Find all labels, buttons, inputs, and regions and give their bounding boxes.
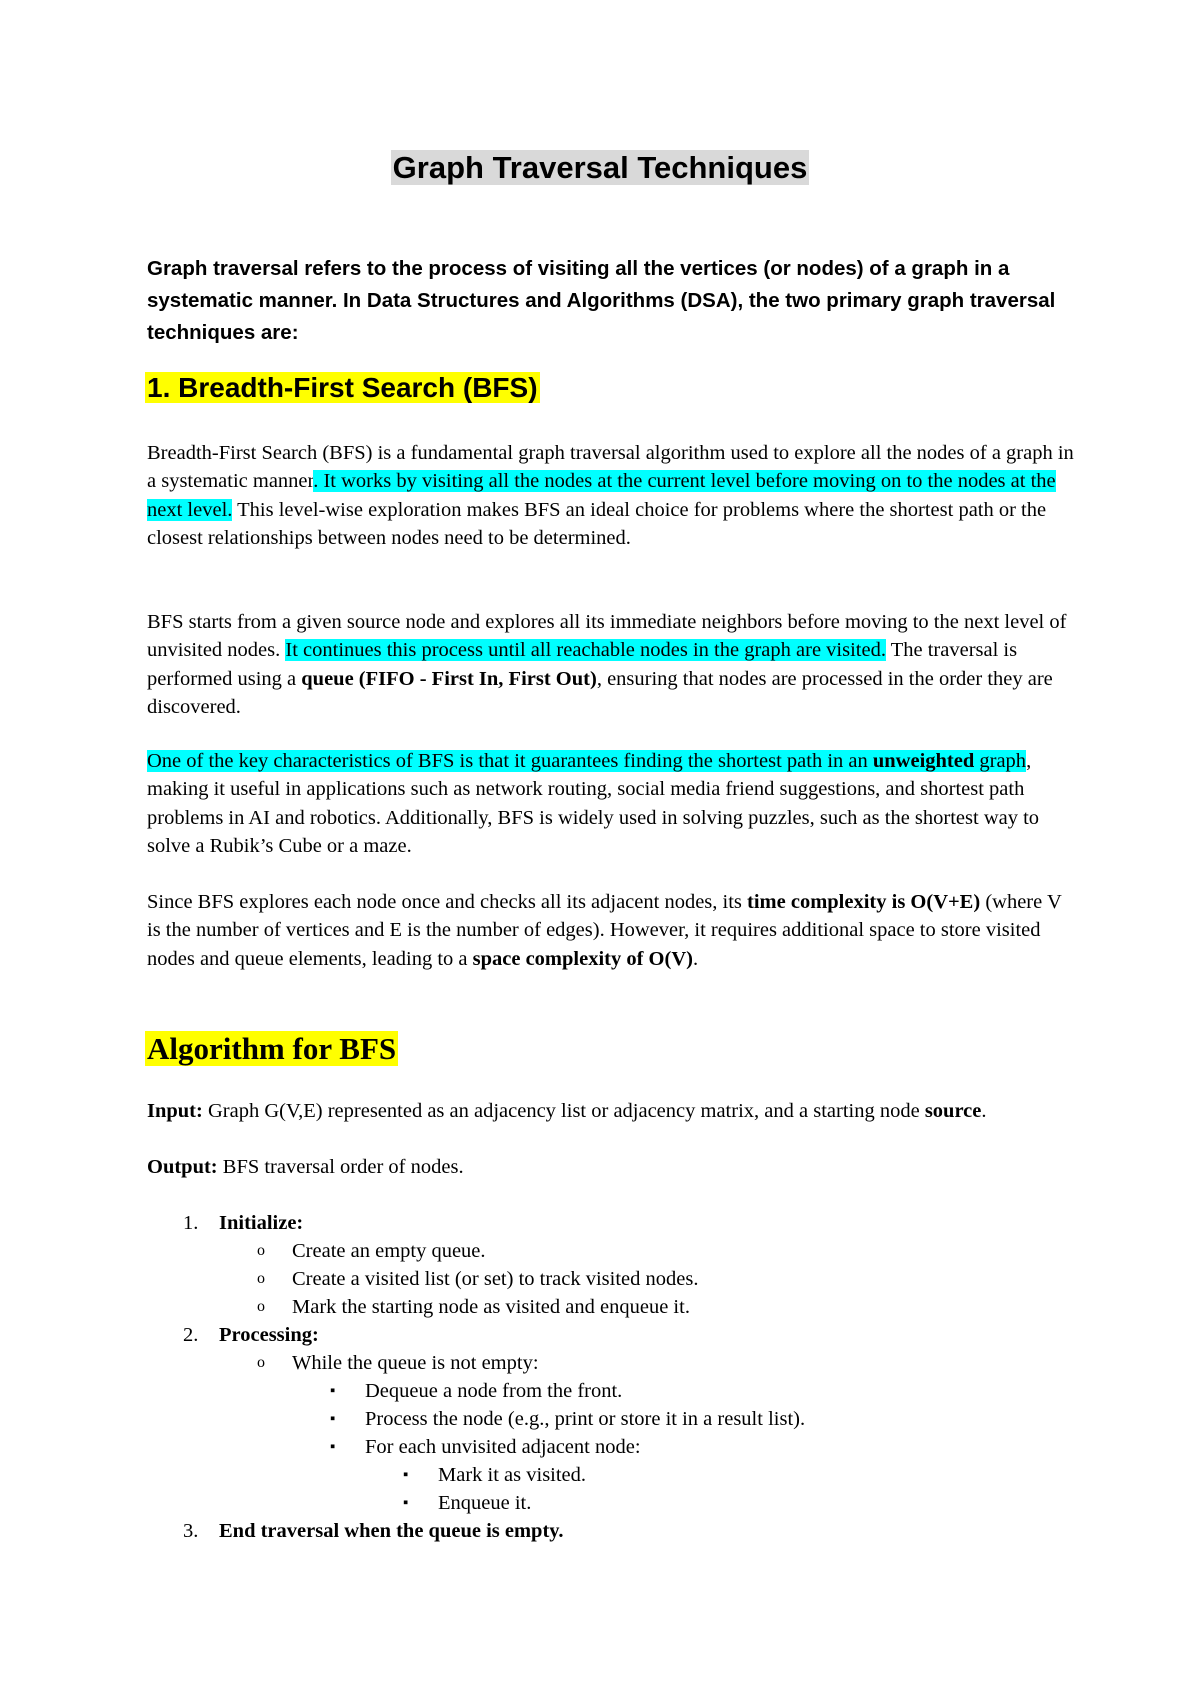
section-heading-algorithm: Algorithm for BFS [147,1031,397,1066]
step-number: 1. [183,1212,199,1234]
bfs-paragraph-4: Since BFS explores each node once and checks all its adjacent nodes, its time complexity is O(V+E) (where V is the number of vertices and E is the number of edges). However, it requires additional space to store visited nodes and queue elements, leading to a space complexity of O(V). [147,891,1062,970]
square-bullet-icon: ▪ [403,1495,409,1511]
algorithm-input: Input: Graph G(V,E) represented as an adjacency list or adjacency matrix, and a starting node source. [147,1100,987,1122]
circle-bullet-icon: o [257,1242,265,1259]
list-item: Process the node (e.g., print or store it in a result list). [365,1408,806,1430]
step-label: Initialize: [219,1212,304,1234]
circle-bullet-icon: o [257,1298,265,1315]
list-item: Enqueue it. [438,1492,532,1514]
bfs-paragraph-1: Breadth-First Search (BFS) is a fundamental graph traversal algorithm used to explore all the nodes of a graph in a systematic manner. It works by visiting all the nodes at the current level before moving on to the nodes at the next level. This level-wise exploration makes BFS an ideal choice for problems where the shortest path or the closest relationships between nodes need to be determined. [147,442,1074,550]
page-title: Graph Traversal Techniques [392,150,808,185]
square-bullet-icon: ▪ [330,1411,336,1427]
step-label: Processing: [219,1324,319,1346]
bfs-paragraph-2: BFS starts from a given source node and explores all its immediate neighbors before moving to the next level of unvisited nodes. It continues this process until all reachable nodes in the graph are visited. The traversal is performed using a queue (FIFO - First In, First Out), ensuring that nodes are processed in the order they are discovered. [147,611,1067,719]
square-bullet-icon: ▪ [330,1383,336,1399]
circle-bullet-icon: o [257,1354,265,1371]
list-item: While the queue is not empty: [292,1352,539,1374]
list-item: Create a visited list (or set) to track visited nodes. [292,1268,699,1290]
step-label: End traversal when the queue is empty. [219,1520,564,1542]
square-bullet-icon: ▪ [330,1439,336,1455]
section-heading-bfs: 1. Breadth-First Search (BFS) [147,372,538,403]
list-item: Create an empty queue. [292,1240,486,1262]
algorithm-output: Output: BFS traversal order of nodes. [147,1156,464,1178]
step-number: 3. [183,1520,199,1542]
list-item: Dequeue a node from the front. [365,1380,623,1402]
square-bullet-icon: ▪ [403,1467,409,1483]
circle-bullet-icon: o [257,1270,265,1287]
step-number: 2. [183,1324,199,1346]
bfs-paragraph-3: One of the key characteristics of BFS is that it guarantees finding the shortest path in an unweighted graph, making it useful in applications such as network routing, social media friend suggestions, and shortest path problems in AI and robotics. Additionally, BFS is widely used in solving puzzles, such as the shortest way to solve a Rubik’s Cube or a maze. [147,750,1040,858]
list-item: For each unvisited adjacent node: [365,1436,641,1458]
intro-paragraph: Graph traversal refers to the process of visiting all the vertices (or nodes) of a graph in a systematic manner. In Data Structures and Algorithms (DSA), the two primary graph traversal techniques are: [147,257,1056,344]
list-item: Mark it as visited. [438,1464,587,1486]
list-item: Mark the starting node as visited and enqueue it. [292,1296,690,1318]
